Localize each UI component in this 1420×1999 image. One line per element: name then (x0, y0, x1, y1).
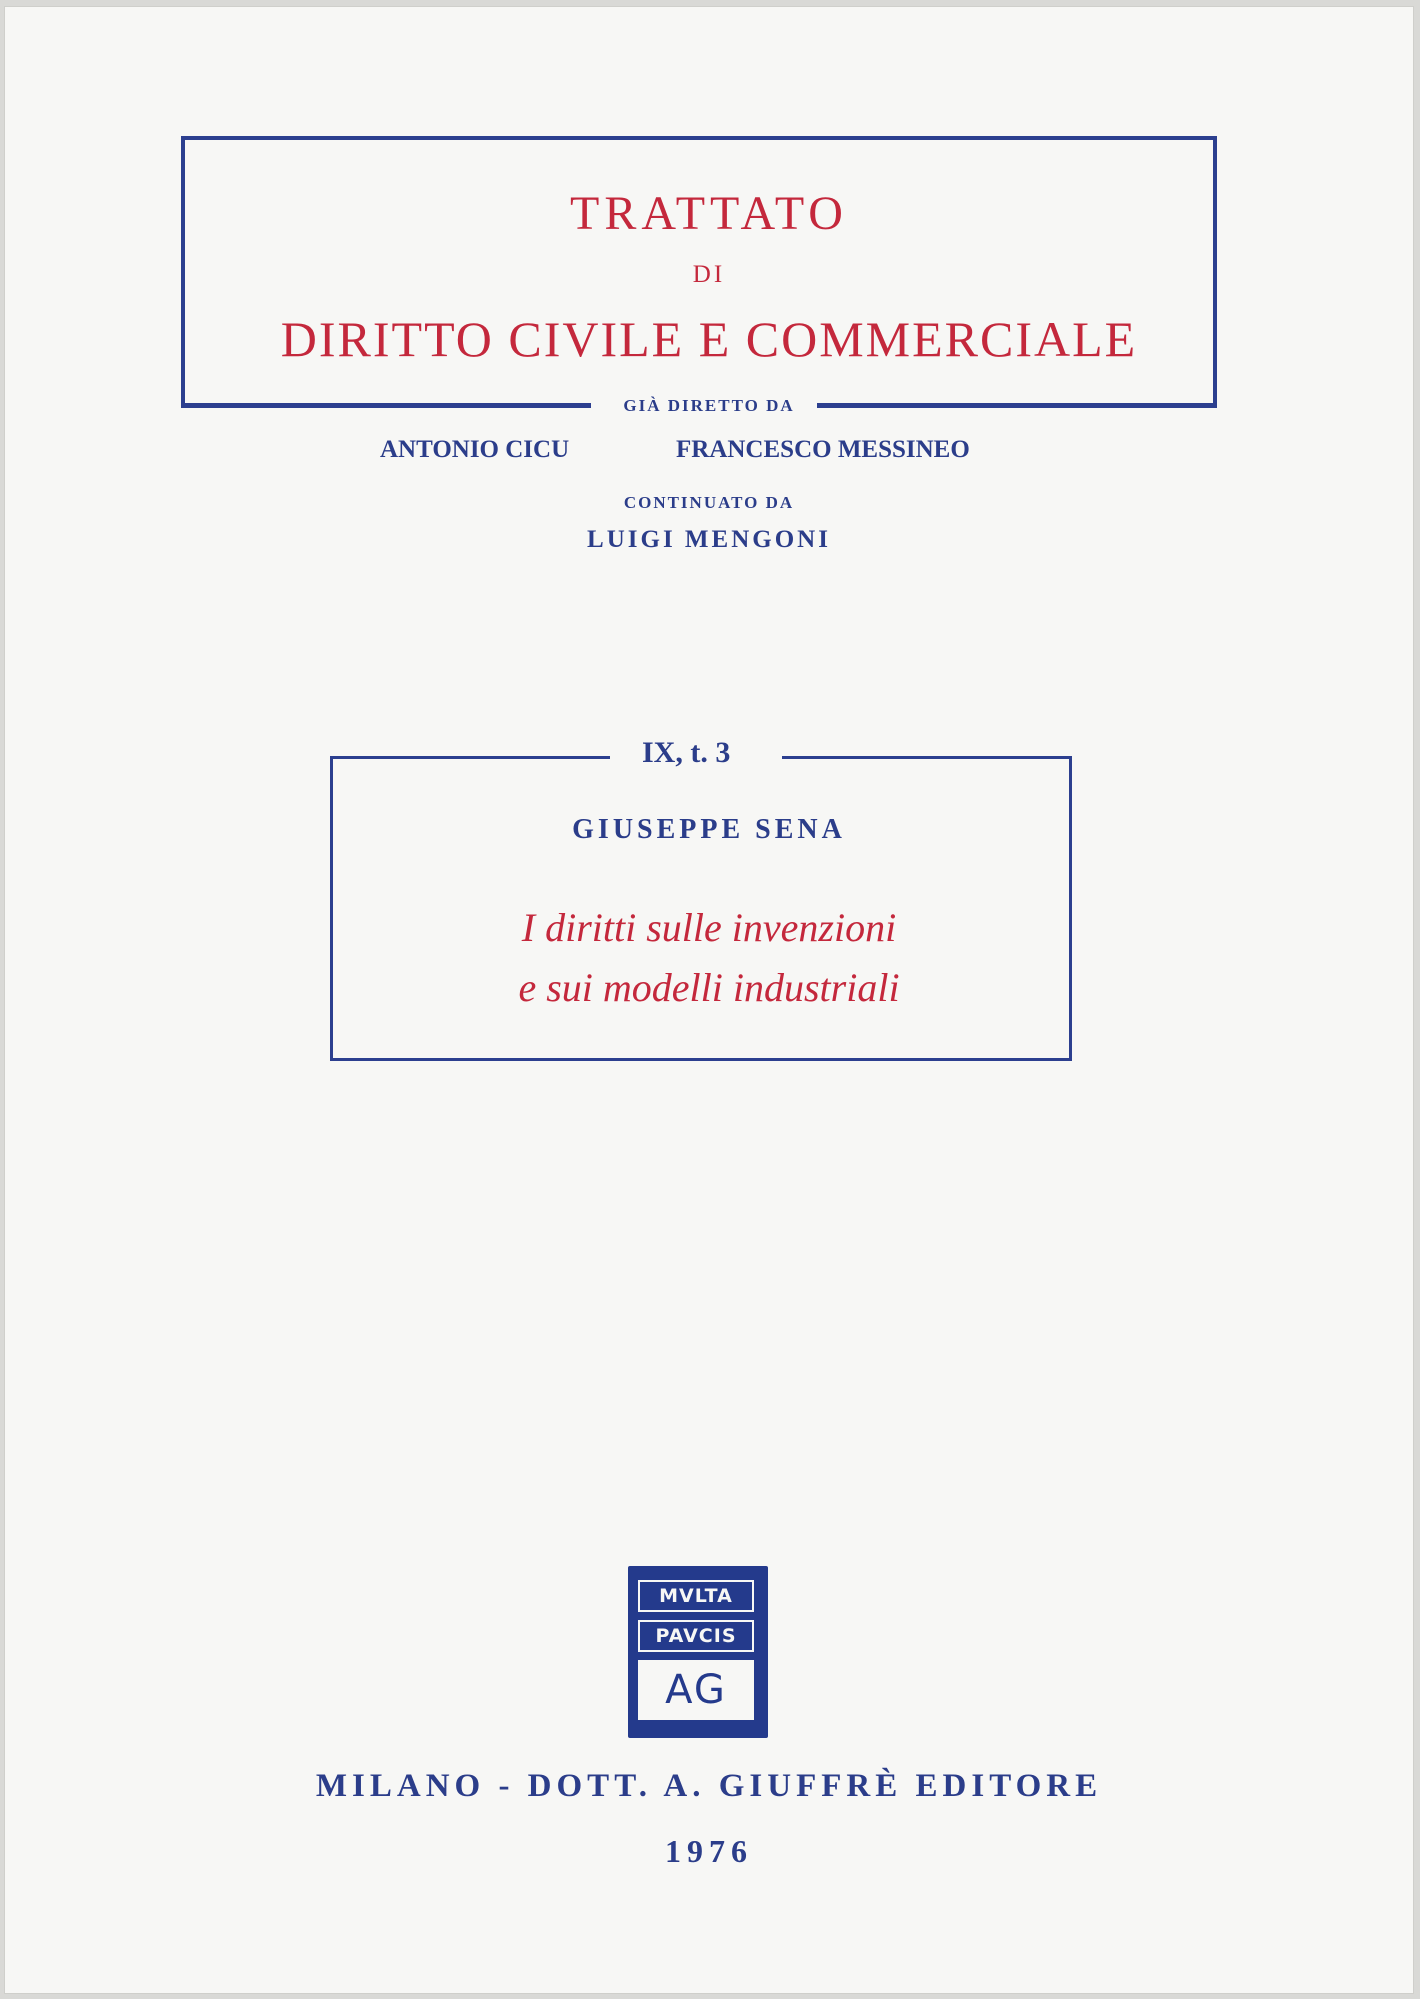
publication-year: 1976 (665, 1833, 753, 1869)
director-name-1: ANTONIO CICU (380, 436, 570, 463)
logo-text-2: PAVCIS (638, 1620, 754, 1652)
volume-label: IX, t. 3 (642, 736, 731, 769)
volume-frame-top-right (782, 756, 1072, 759)
logo-text-1: MVLTA (638, 1580, 754, 1612)
volume-frame-bottom (330, 1058, 1072, 1061)
publisher-logo (628, 1566, 768, 1738)
book-title-line1: I diritti sulle invenzioni (521, 905, 897, 950)
volume-author: GIUSEPPE SENA (572, 814, 846, 845)
volume-frame-top-left (330, 756, 610, 759)
directors-label: GIÀ DIRETTO DA (623, 396, 795, 415)
director-name-2: FRANCESCO MESSINEO (676, 436, 970, 463)
book-title-line2: e sui modelli industriali (518, 965, 900, 1010)
publisher-line: MILANO - DOTT. A. GIUFFRÈ EDITORE (315, 1768, 1103, 1804)
series-title-line2: DI (692, 261, 726, 288)
series-title-line3: DIRITTO CIVILE E COMMERCIALE (280, 311, 1138, 367)
continued-label: CONTINUATO DA (623, 493, 795, 512)
logo-text-3: AG (638, 1660, 754, 1720)
series-title-line1: TRATTATO (570, 187, 848, 240)
book-cover (4, 6, 1414, 1994)
frame-top-edge (181, 136, 1217, 140)
continued-name: LUIGI MENGONI (587, 526, 831, 553)
